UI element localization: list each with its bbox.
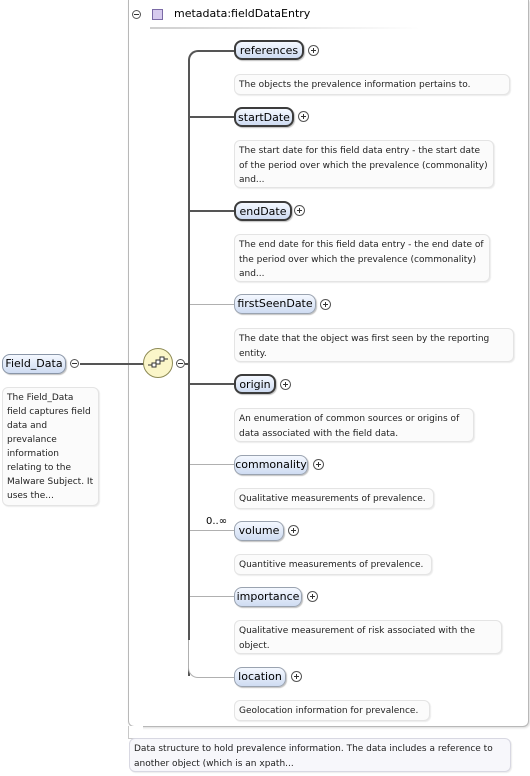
expand-volume-icon[interactable] <box>288 525 299 536</box>
root-element-label: Field_Data <box>5 357 63 370</box>
element-origin[interactable] <box>234 374 276 394</box>
complex-type-icon <box>152 9 163 20</box>
branch-startdate <box>190 116 234 118</box>
branch-commonality <box>190 464 234 465</box>
branch-firstseendate <box>190 304 234 305</box>
doc-commonality: Qualitative measurements of prevalence. <box>234 488 434 509</box>
type-header-underline <box>150 27 420 29</box>
element-importance[interactable] <box>234 587 302 607</box>
doc-importance: Qualitative measurement of risk associated with the object. <box>234 620 502 654</box>
doc-volume: Quantitive measurements of prevalence. <box>234 554 432 575</box>
element-commonality[interactable] <box>234 455 308 475</box>
doc-origin: An enumeration of common sources or origins of data associated with the field data. <box>234 408 474 442</box>
root-element-field-data[interactable] <box>2 354 66 374</box>
expand-references-icon[interactable] <box>308 45 319 56</box>
sequence-compositor-icon[interactable] <box>143 348 173 378</box>
doc-references: The objects the prevalence information pertains to. <box>234 74 510 95</box>
expand-commonality-icon[interactable] <box>313 459 324 470</box>
element-volume[interactable] <box>234 521 284 541</box>
volume-cardinality: 0..∞ <box>206 516 228 527</box>
root-element-doc: The Field_Data field captures field data and prevalance information relating to the Malware Subject. It uses the... <box>2 387 99 506</box>
sequence-spine <box>188 50 200 676</box>
sequence-glyph-icon <box>144 349 172 377</box>
doc-location: Geolocation information for prevalence. <box>234 700 430 721</box>
doc-firstseendate: The date that the object was first seen by the reporting entity. <box>234 328 514 362</box>
element-label: importance <box>236 590 300 603</box>
element-startdate[interactable] <box>234 107 294 127</box>
element-label: volume <box>238 524 280 537</box>
root-collapse-icon[interactable] <box>70 359 79 368</box>
element-firstseendate[interactable] <box>234 294 316 314</box>
expand-firstseendate-icon[interactable] <box>320 299 331 310</box>
doc-startdate: The start date for this field data entry - the start date of the period over which the prevalence (commonality) and... <box>234 140 494 188</box>
element-label: firstSeenDate <box>237 297 313 310</box>
element-label: commonality <box>235 458 307 471</box>
root-connector <box>80 363 144 365</box>
expand-startdate-icon[interactable] <box>298 111 309 122</box>
expand-origin-icon[interactable] <box>280 379 291 390</box>
branch-importance <box>190 596 234 597</box>
sequence-collapse-icon[interactable] <box>176 359 185 368</box>
type-doc: Data structure to hold prevalence information. The data includes a reference to another object (which is an xpath... <box>129 738 511 772</box>
branch-volume <box>190 530 234 531</box>
type-header-label: metadata:fieldDataEntry <box>174 7 311 20</box>
branch-enddate <box>190 210 234 212</box>
element-label: startDate <box>238 111 290 124</box>
type-collapse-icon[interactable] <box>132 10 141 19</box>
element-label: origin <box>239 378 271 391</box>
element-label: references <box>239 44 299 57</box>
branch-references <box>200 50 234 52</box>
sequence-spine-end <box>188 640 234 678</box>
expand-location-icon[interactable] <box>291 671 302 682</box>
expand-enddate-icon[interactable] <box>294 205 305 216</box>
branch-origin <box>190 383 234 385</box>
element-location[interactable] <box>234 667 286 687</box>
element-label: location <box>238 670 282 683</box>
element-label: endDate <box>239 205 287 218</box>
doc-enddate: The end date for this field data entry - the end date of the period over which the prevalence (commonality) and... <box>234 234 490 282</box>
element-references[interactable] <box>234 40 304 60</box>
element-enddate[interactable] <box>234 201 292 221</box>
expand-importance-icon[interactable] <box>307 591 318 602</box>
